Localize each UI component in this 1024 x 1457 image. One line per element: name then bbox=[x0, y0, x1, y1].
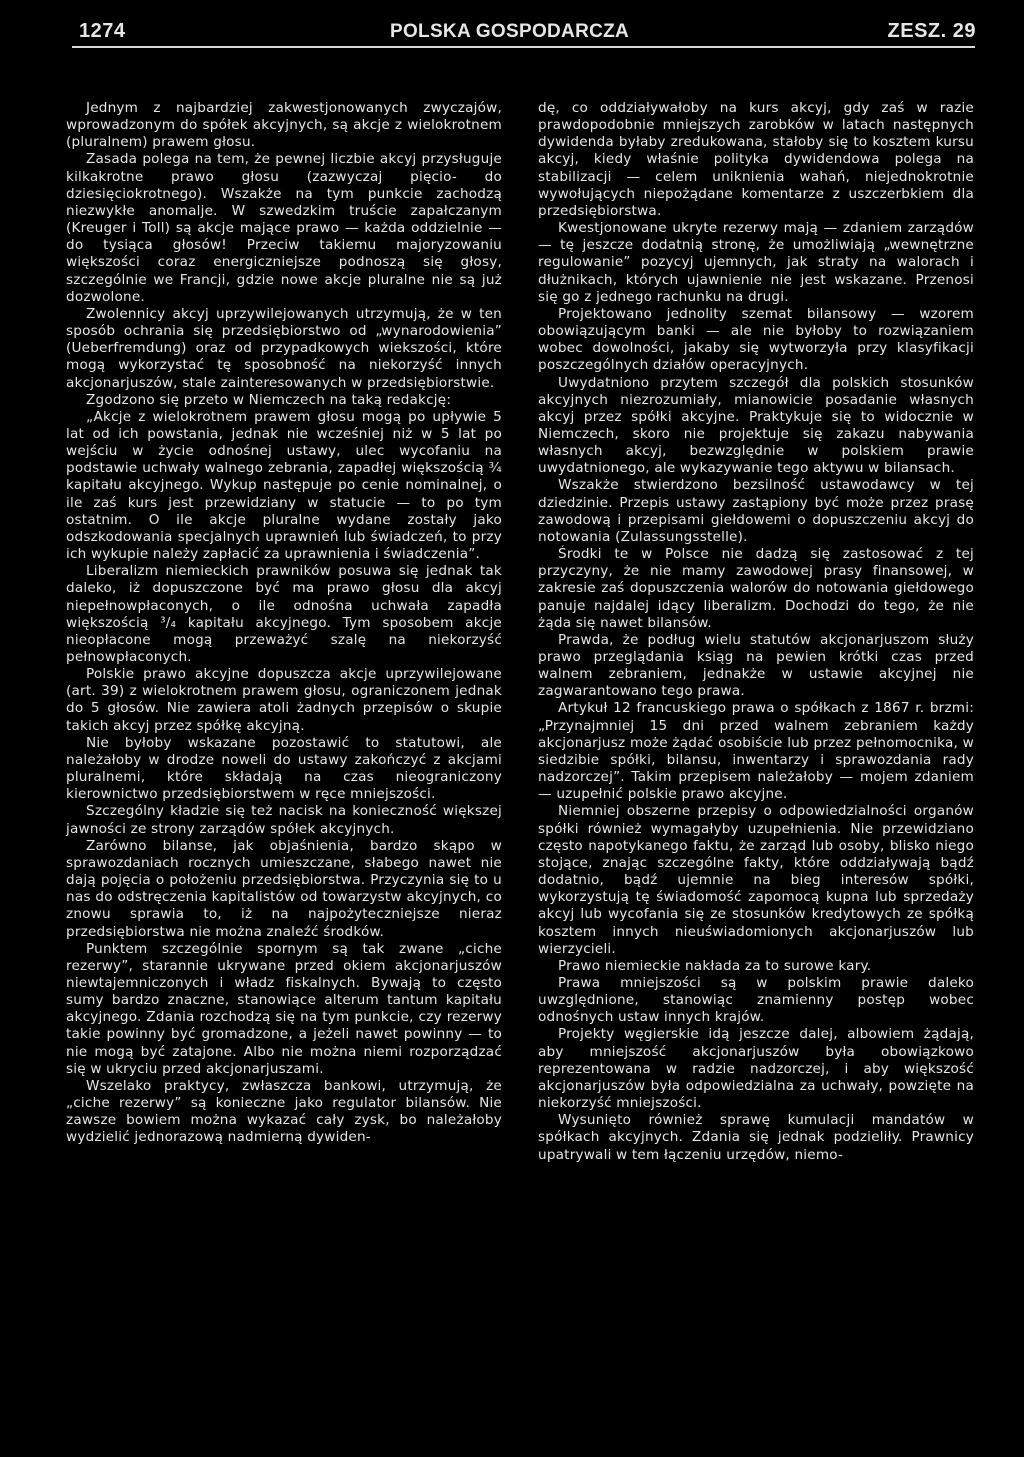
paragraph: Prawa mniejszości są w polskim prawie daleko uwzględnione, stanowiąc znamienny postęp wobec odnośnych ustaw innych krajów. bbox=[538, 974, 974, 1026]
paragraph: Kwestjonowane ukryte rezerwy mają — zdaniem zarządów — tę jeszcze dodatnią stronę, że umożliwiają „wewnętrzne regulowanie” pozycyj ujemnych, jak straty na walorach i dłużnikach, których ujawnienie nie jest wskazane. Przenosi się go z jednego rachunku na drugi. bbox=[538, 220, 974, 305]
page-header bbox=[62, 16, 976, 44]
right-column bbox=[538, 100, 974, 1164]
paragraph: Wysunięto również sprawę kumulacji mandatów w spółkach akcyjnych. Zdania się jednak podzieliły. Prawnicy upatrywali w tem łączeniu urzędów, niemo- bbox=[538, 1112, 974, 1163]
paragraph: Projektowano jednolity szemat bilansowy — wzorem obowiązującym banki — ale nie byłoby to rozwiązaniem wobec dowolności, jakaby się wytworzyła przy klasyfikacji poszczególnych działów operacyjnych. bbox=[538, 305, 974, 374]
paragraph: Zasada polega na tem, że pewnej liczbie akcyj przysługuje kilkakrotne prawo głosu (zazwyczaj pięcio- do dziesięciokrotnego). Wszakże na tym punkcie zachodzą niezwykłe anomalje. W szwedzkim truście zapałczanym (Kreuger i Toll) są akcje mające prawo — każda oddzielnie — do tysiąca głosów! Przeciw takiemu majoryzowaniu większości coraz energiczniejsze podnoszą się głosy, szczególnie we Francji, gdzie nowe akcje pluralne nie są już dozwolone. bbox=[66, 151, 502, 305]
paragraph: Szczególny kładzie się też nacisk na konieczność większej jawności ze strony zarządów spółek akcyjnych. bbox=[66, 803, 502, 837]
header-rule bbox=[72, 46, 975, 48]
paragraph-continuation: dę, co oddziaływałoby na kurs akcyj, gdy zaś w razie prawdopodobnie mniejszych zarobków w latach następnych dywidenda byłaby zredukowana, stałoby się to kosztem kursu akcyj, kiedy właśnie polityka dywidendowa polega na stabilizacji — celem uniknienia wahań, niejednokrotnie wywołujących niepożądane komentarze z uszczerbkiem dla przedsiębiorstwa. bbox=[538, 100, 974, 219]
paragraph: Artykuł 12 francuskiego prawa o spółkach z 1867 r. brzmi: „Przynajmniej 15 dni przed walnem zebraniem każdy akcjonarjusz może żądać osobiście lub przez pełnomocnika, w siedzibie spółki, bilansu, inwentarzy i sprawozdania rady nadzorczej”. Takim przepisem należałoby — mojem zdaniem — uzupełnić polskie prawo akcyjne. bbox=[538, 700, 974, 803]
paragraph: Jednym z najbardziej zakwestjonowanych zwyczajów, wprowadzonym do spółek akcyjnych, są akcje z wielokrotnem (pluralnem) prawem głosu. bbox=[66, 100, 502, 151]
paragraph: Wszelako praktycy, zwłaszcza bankowi, utrzymują, że „ciche rezerwy” są konieczne jako regulator bilansów. Nie zawsze bowiem można wykazać cały zysk, bo należałoby wydzielić jednorazową nadmierną dywiden- bbox=[66, 1077, 502, 1146]
paragraph: Prawo niemieckie nakłada za to surowe kary. bbox=[558, 957, 872, 974]
paragraph: Wszakże stwierdzono bezsilność ustawodawcy w tej dziedzinie. Przepis ustawy zastąpiony być może przez prasę zawodową i przepisami giełdowemi o dopuszczeniu akcyj do notowania (Zulassungsstelle). bbox=[538, 477, 974, 545]
paragraph: Projekty węgierskie idą jeszcze dalej, albowiem żądają, aby mniejszość akcjonarjuszów była obowiązkowo reprezentowana w radzie nadzorczej, i aby większość akcjonarjuszów była odpowiedzialna za uchwały, powzięte na niekorzyść mniejszości. bbox=[538, 1026, 974, 1112]
paragraph: Niemniej obszerne przepisy o odpowiedzialności organów spółki również wymagałyby uzupełnienia. Nie przewidziano często napotykanego faktu, że zarząd lub osoby, blisko niego stojące, znając szczególne fakty, które oddziaływają bądź dodatnio, bądź ujemnie na bieg interesów spółki, wykorzystują tę świadomość zapomocą kupna lub sprzedaży akcyj lub wycofania się ze stosunków kredytowych ze spółką kosztem innych nieuświadomionych akcjonarjuszów lub wierzycieli. bbox=[538, 803, 974, 957]
issue-number: ZESZ. 29 bbox=[887, 20, 976, 42]
paragraph: Liberalizm niemieckich prawników posuwa się jednak tak daleko, iż dopuszczone być ma prawo głosu dla akcyj niepełnowpłaconych, o ile odnośna uchwała zapadła większością ³/₄ kapitału akcyjnego. Tym sposobem akcje nieopłacone mogą przeważyć szalę na niekorzyść pełnowpłaconych. bbox=[66, 563, 502, 665]
paragraph: Punktem szczególnie spornym są tak zwane „ciche rezerwy”, starannie ukrywane przed okiem akcjonarjuszów niewtajemniczonych i władz fiskalnych. Bywają to często sumy bardzo znaczne, stanowiące alterum tantum kapitału akcyjnego. Zdania rozchodzą się na tym punkcie, czy rezerwy takie powinny być gromadzone, a jeżeli nawet powinny — to nie mogą być zatajone. Albo nie można niemi rozporządzać się w ukryciu przed akcjonarjuszami. bbox=[66, 940, 502, 1077]
paragraph: Uwydatniono przytem szczegół dla polskich stosunków akcyjnych niezrozumiały, mianowicie posadanie własnych akcyj przez spółki akcyjne. Praktykuje się to widocznie w Niemczech, skoro nie projektuje się zakazu nabywania własnych akcyj, bezwzględnie w polskiem prawie uwydatnionego, ale wykazywanie tego aktywu w bilansach. bbox=[538, 374, 974, 477]
journal-title: POLSKA GOSPODARCZA bbox=[390, 21, 630, 42]
paragraph: Zarówno bilanse, jak objaśnienia, bardzo skąpo w sprawozdaniach rocznych umieszczane, słabego nawet nie dają pojęcia o położeniu przedsiębiorstwa. Przyczynia się to u nas do odstręczenia kapitalistów od towarzystw akcyjnych, co znowu sprawia to, iż na najpożyteczniejsze nieraz przedsiębiorstwa nie można znaleźć środków. bbox=[66, 837, 502, 940]
paragraph: Środki te w Polsce nie dadzą się zastosować z tej przyczyny, że nie mamy zawodowej prasy finansowej, w zakresie zaś dopuszczenia walorów do notowania giełdowego panuje najdalej idący liberalizm. Dochodzi do tego, że nie żąda się nawet bilansów. bbox=[538, 546, 974, 631]
paragraph: Polskie prawo akcyjne dopuszcza akcje uprzywilejowane (art. 39) z wielokrotnem prawem głosu, ograniczonem jednak do 5 głosów. Nie zawiera atoli żadnych przepisów o skupie takich akcyj przez spółkę akcyjną. bbox=[66, 666, 502, 734]
page-number: 1274 bbox=[79, 20, 126, 42]
left-column bbox=[66, 100, 502, 1147]
quote-paragraph: „Akcje z wielokrotnem prawem głosu mogą po upływie 5 lat od ich powstania, jednak nie wcześniej niż w 5 lat po wejściu w życie odnośnej ustawy, ulec wycofaniu na podstawie uchwały walnego zebrania, zapadłej większością ¾ kapitału akcyjnego. Wykup następuje po cenie nominalnej, o ile zaś kurs jest przewidziany w statucie — to po tym ostatnim. O ile akcje pluralne wydane zostały jako odszkodowania specjalnych uprawnień lub świadczeń, to przy ich wykupie należy zapłacić za uprawnienia i świadczenia”. bbox=[66, 408, 502, 563]
paragraph: Zgodzono się przeto w Niemczech na taką redakcję: bbox=[86, 391, 452, 408]
paragraph: Zwolennicy akcyj uprzywilejowanych utrzymują, że w ten sposób ochrania się przedsiębiorstwo od „wynarodowienia” (Ueberfremdung) oraz od przypadkowych wiekszości, które mogą wykorzystać tę sposobność na niekorzyść innych akcjonarjuszów, stale zainteresowanych w przedsiębiorstwie. bbox=[66, 305, 502, 391]
paragraph: Nie byłoby wskazane pozostawić to statutowi, ale należałoby w drodze noweli do ustawy zakończyć z akcjami pluralnemi, które składają na czas nieograniczony kierownictwo przedsiębiorstwem w ręce mniejszości. bbox=[66, 734, 502, 803]
paragraph: Prawda, że podług wielu statutów akcjonarjuszom służy prawo przeglądania ksiąg na pewien krótki czas przed walnem zebraniem, jednakże w ustawie akcyjnej nie zagwarantowano tego prawa. bbox=[538, 631, 974, 700]
